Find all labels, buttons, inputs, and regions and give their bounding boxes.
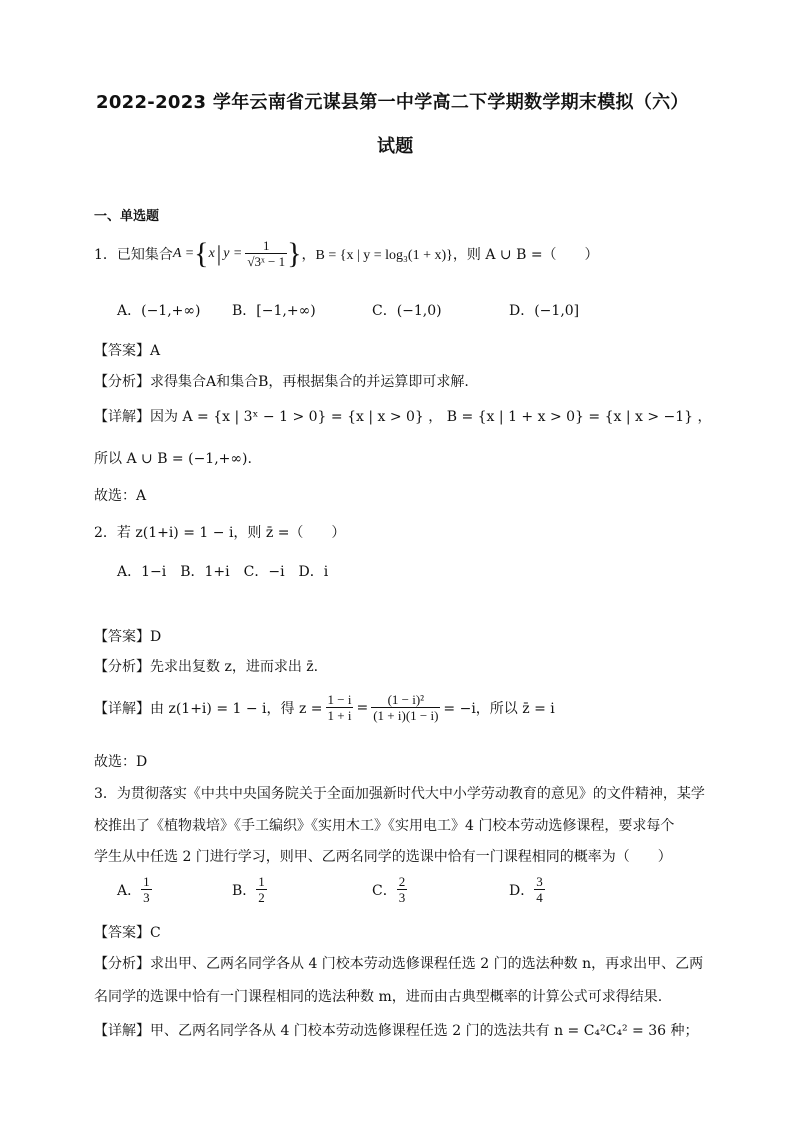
q3-analysis-line1 [94, 953, 703, 973]
q2-analysis-text: 先求出复数 z，进而求出 z̄. [150, 659, 319, 675]
q3-option-c-den: 3 [398, 890, 406, 905]
q3-option-b-den: 2 [258, 890, 265, 905]
q3-option-b [232, 874, 267, 905]
q1-fraction-den: √3ˣ − 1 [247, 254, 286, 269]
q3-option-a-label: A． [117, 882, 142, 899]
q1-detail-tag: 【详解】 [94, 409, 150, 425]
q1-set-a-lhs: A = [172, 245, 195, 261]
q1-set-a-var: x [208, 245, 215, 261]
q3-analysis-text1: 求出甲、乙两名同学各从 4 门校本劳动选修课程任选 2 门的选法种数 n，再求出甲、乙两 [150, 956, 704, 972]
q1-set-b: ，B = {x | y = log₃(1 + x)} [301, 247, 453, 263]
question-3-stem-line1: 3．为贯彻落实《中共中央国务院关于全面加强新时代大中小学劳动教育的意见》的文件精神，某学 [94, 786, 705, 802]
q3-option-d-frac [534, 874, 545, 905]
q1-option-c: C．(−1,0) [372, 303, 442, 319]
q3-option-a [117, 874, 152, 905]
question-3-stem-line3: 学生从中任选 2 门进行学习，则甲、乙两名同学的选课中恰有一门课程相同的概率为（ ） [94, 849, 672, 865]
q3-detail-tag: 【详解】 [94, 1023, 150, 1039]
document-title-line2: 试题 [377, 136, 414, 157]
question-1-stem [94, 238, 599, 269]
q3-detail [94, 1020, 698, 1040]
q1-detail-line2: 所以 A ∪ B = (−1,+∞). [94, 451, 252, 467]
q3-option-d-label: D． [509, 882, 535, 899]
q3-option-b-label: B． [232, 882, 257, 899]
q1-detail-text: 因为 A = {x | 3ˣ − 1 > 0} = {x | x > 0} ， B = {x | 1 + x > 0} = {x | x > −1} ， [150, 409, 712, 425]
section-heading: 一、单选题 [94, 209, 160, 224]
q2-answer: 【答案】D [94, 629, 162, 645]
question-3-stem-line2: 校推出了《植物栽培》《手工编织》《实用木工》《实用电工》4 门校本劳动选修课程，要求每个 [94, 818, 675, 834]
q3-option-d-num: 3 [536, 874, 543, 889]
q3-option-d [509, 874, 545, 905]
q3-analysis-tag: 【分析】 [94, 956, 150, 972]
q3-option-c-frac [397, 874, 408, 905]
q1-fraction [245, 238, 287, 269]
q1-choose: 故选：A [94, 488, 147, 504]
q3-analysis-line2: 名同学的选课中恰有一门课程相同的选法种数 m，进而由古典型概率的计算公式可求得结果. [94, 989, 663, 1005]
q2-fraction-1-den: 1 + i [327, 708, 352, 723]
q1-option-a: A．(−1,+∞) [117, 303, 201, 319]
q2-fraction-1-num: 1 − i [327, 692, 352, 707]
q2-choose: 故选：D [94, 754, 148, 770]
q1-analysis-text: 求得集合A和集合B，再根据集合的并运算即可求解. [150, 374, 469, 390]
q1-fraction-num: 1 [262, 238, 270, 253]
q1-analysis-tag: 【分析】 [94, 374, 150, 390]
q1-suffix: ，则 A ∪ B =（ ） [452, 246, 599, 263]
q2-fraction-2-num: (1 − i)² [387, 692, 425, 707]
q2-detail-b: = −i，所以 z̄ = i [443, 700, 555, 717]
q1-detail [94, 406, 712, 426]
brace-open-icon: { [194, 236, 209, 270]
q2-equals: = [356, 699, 369, 716]
q3-option-d-den: 4 [536, 890, 543, 905]
q1-set-a-y: y = [223, 245, 243, 261]
q2-options: A．1−i B．1+i C．−i D．i [117, 564, 329, 580]
q2-fraction-2-den: (1 + i)(1 − i) [373, 708, 439, 723]
document-title-line1: 2022-2023 学年云南省元谋县第一中学高二下学期数学期末模拟（六） [96, 92, 689, 113]
q3-option-c [372, 874, 407, 905]
q1-prefix: 1．已知集合 [94, 246, 173, 263]
q3-answer: 【答案】C [94, 925, 161, 941]
q2-analysis-tag: 【分析】 [94, 659, 150, 675]
q1-option-d: D．(−1,0] [509, 303, 580, 319]
q3-option-a-den: 3 [143, 890, 150, 905]
q2-analysis [94, 656, 318, 676]
q3-option-b-num: 1 [258, 874, 265, 889]
q3-option-a-frac [141, 874, 152, 905]
q3-detail-text: 甲、乙两名同学各从 4 门校本劳动选修课程任选 2 门的选法共有 n = C₄²C₄² = 36 种； [150, 1023, 699, 1039]
q1-option-b: B．[−1,+∞) [232, 303, 316, 319]
q2-fraction-2 [371, 692, 440, 723]
q3-option-c-label: C． [372, 882, 397, 899]
q3-option-b-frac [256, 874, 267, 905]
q2-fraction-1 [326, 692, 354, 723]
q1-answer: 【答案】A [94, 343, 161, 359]
q3-option-c-num: 2 [398, 874, 406, 889]
q2-detail [94, 692, 555, 723]
q2-detail-tag: 【详解】 [94, 700, 150, 717]
question-2-stem: 2．若 z(1+i) = 1 − i，则 z̄ =（ ） [94, 525, 346, 541]
brace-close-icon: } [287, 236, 302, 270]
q3-option-a-num: 1 [143, 874, 150, 889]
q2-detail-a: 由 z(1+i) = 1 − i，得 z = [150, 700, 323, 717]
q1-bar-icon: | [216, 240, 222, 266]
q1-analysis [94, 371, 469, 391]
